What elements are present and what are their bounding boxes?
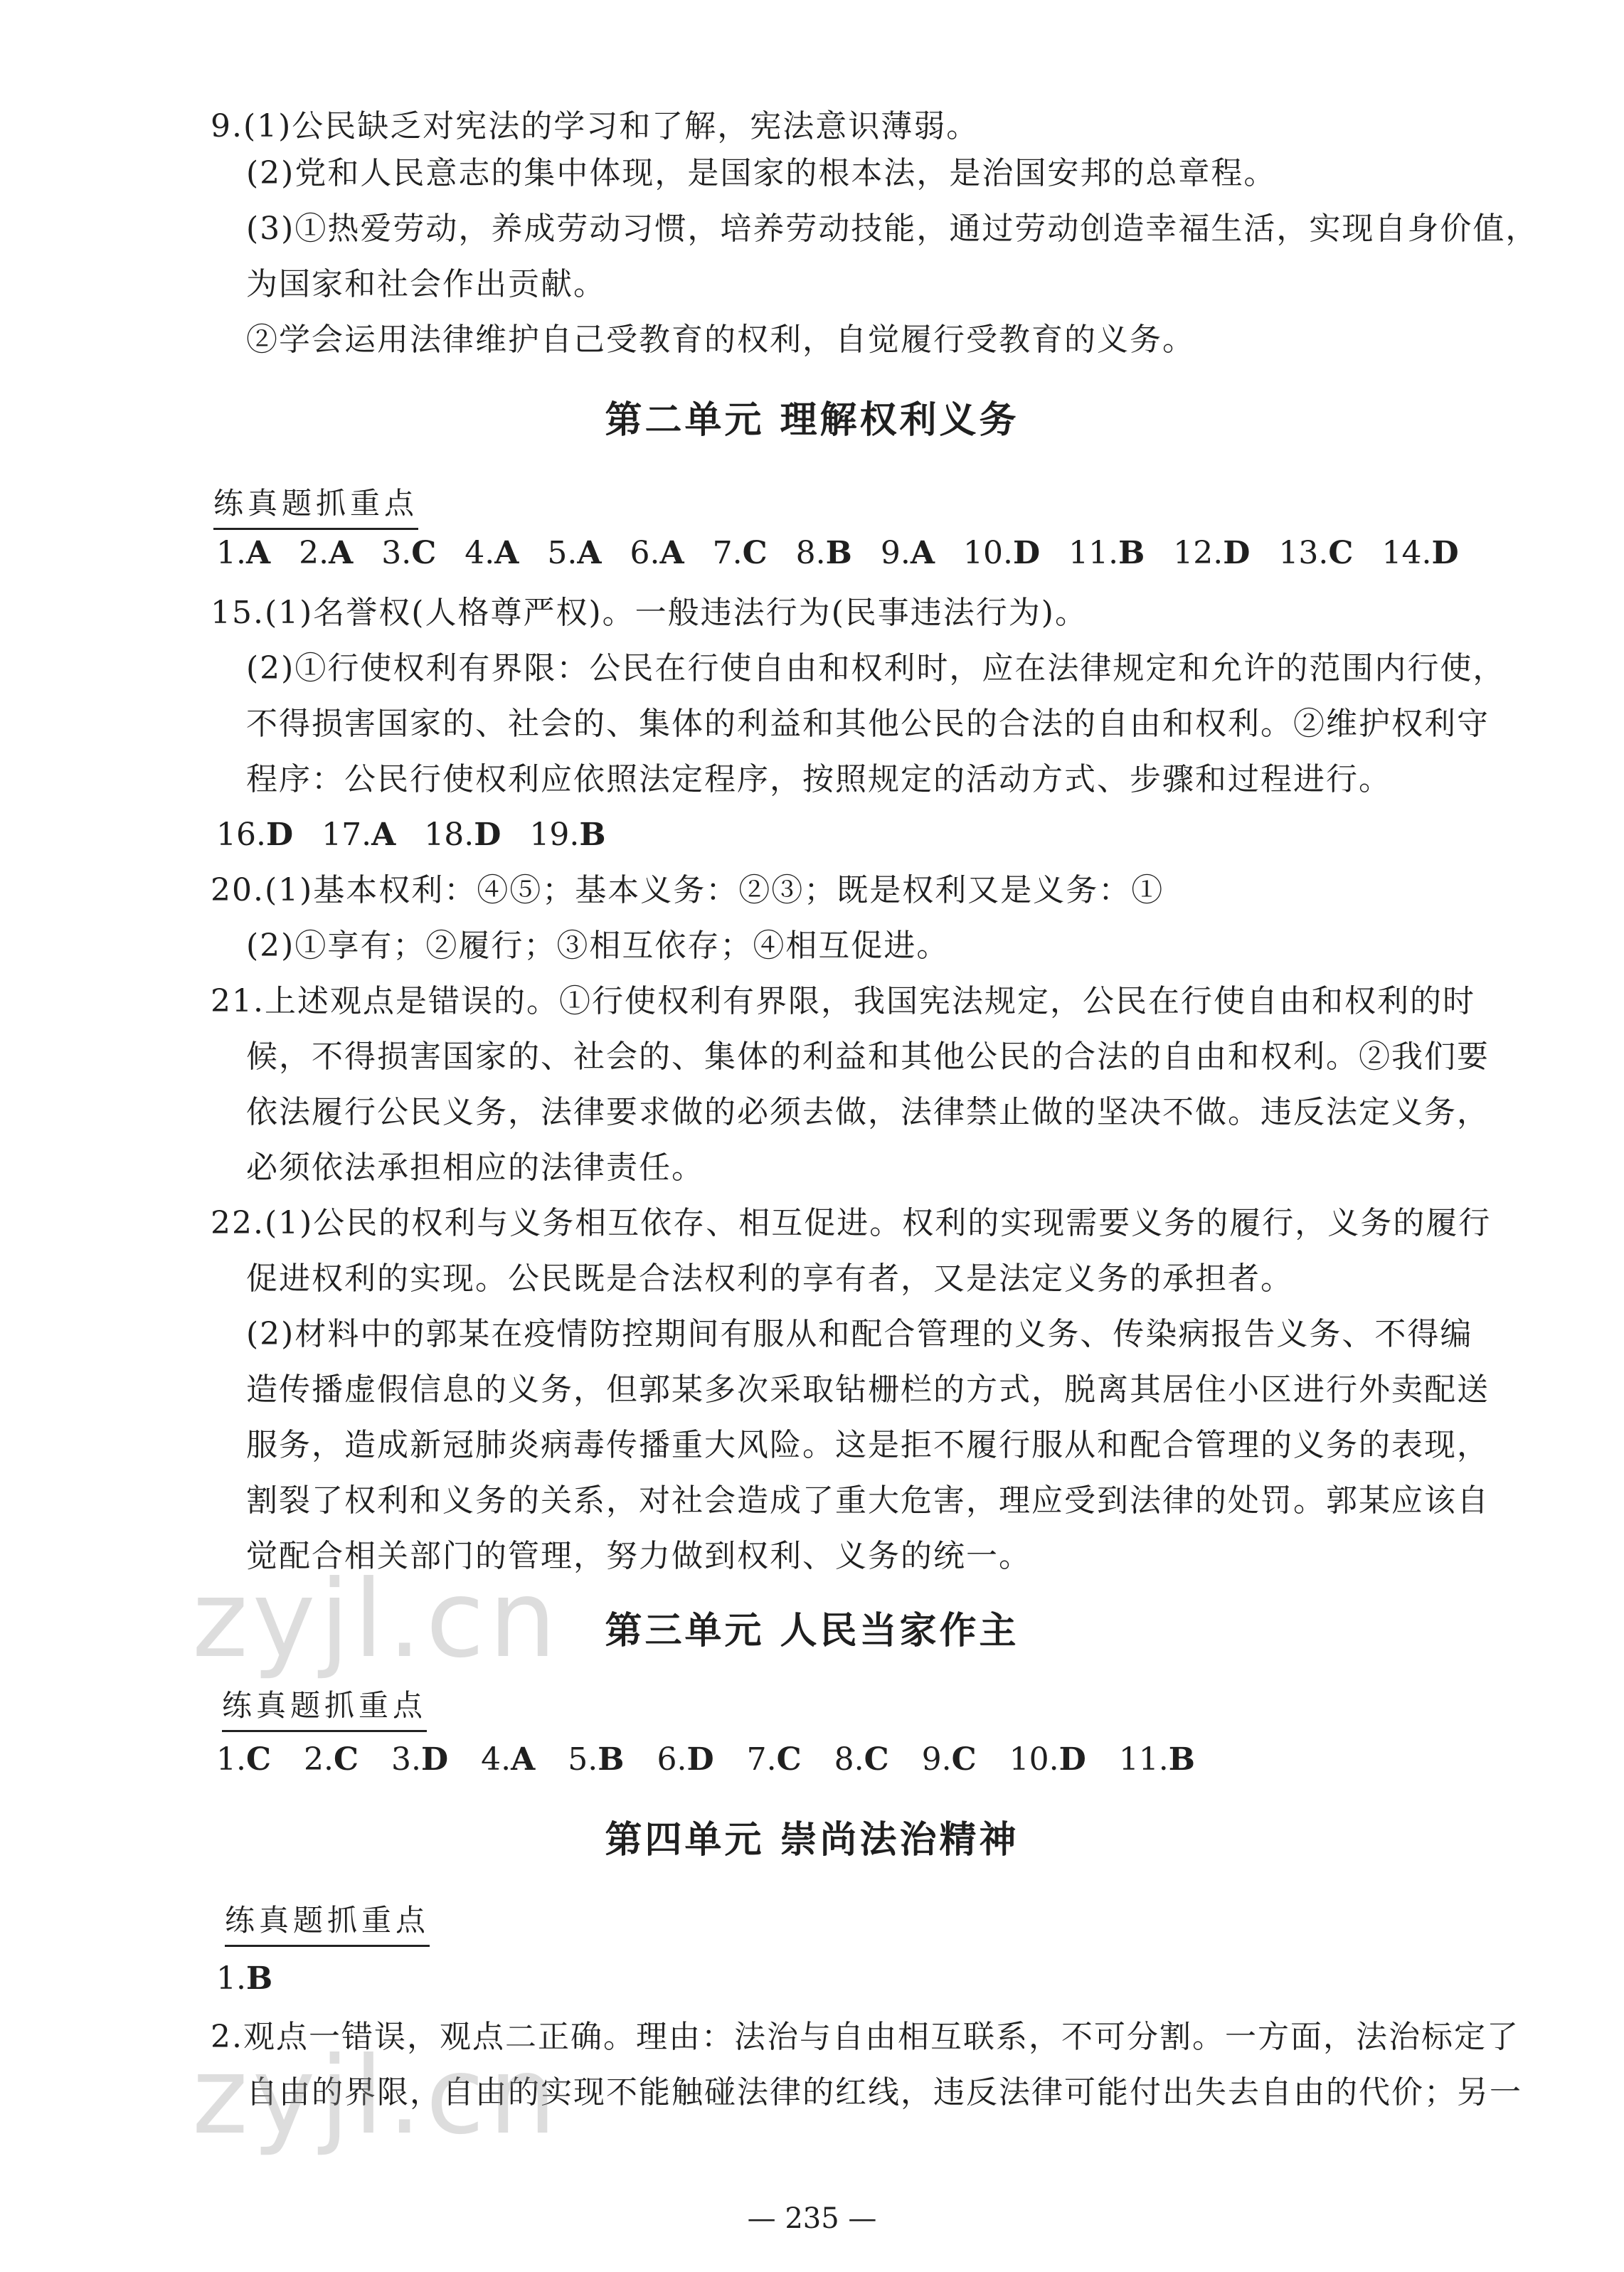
unit2-subheading: 练真题抓重点	[213, 484, 418, 530]
answer-item	[381, 532, 436, 575]
answer-letter: C	[411, 535, 437, 571]
answer-number: 1.	[216, 535, 246, 571]
answer-item	[322, 814, 396, 856]
q22-part2-line5: 觉配合相关部门的管理，努力做到权利、义务的统一。	[246, 1538, 1031, 1574]
answer-item	[1278, 532, 1353, 575]
q21-line3: 依法履行公民义务，法律要求做的必须去做，法律禁止做的坚决不做。违反法定义务，	[246, 1094, 1490, 1130]
answer-item	[713, 532, 768, 575]
answer-item	[963, 532, 1040, 575]
answer-number: 3.	[381, 535, 412, 571]
answer-item	[216, 532, 270, 575]
answer-letter: A	[910, 535, 935, 571]
answer-item	[1119, 1738, 1195, 1781]
answer-letter: B	[245, 1960, 273, 1997]
answer-letter: D	[1012, 535, 1041, 571]
answer-letter: D	[686, 1741, 714, 1778]
answer-number: 19.	[529, 817, 580, 853]
answer-letter: C	[742, 535, 768, 571]
answer-letter: D	[474, 817, 501, 853]
unit3-subheading: 练真题抓重点	[222, 1686, 427, 1732]
answer-number: 5.	[568, 1741, 598, 1778]
q9-part3-line3: ②学会运用法律维护自己受教育的权利，自觉履行受教育的义务。	[246, 322, 1195, 358]
q22-part1-line2: 促进权利的实现。公民既是合法权利的享有者，又是法定义务的承担者。	[246, 1260, 1293, 1297]
answer-letter: D	[421, 1741, 449, 1778]
unit2-answers-16-19	[216, 814, 635, 856]
answer-letter: B	[1168, 1741, 1195, 1778]
q21-line2: 候，不得损害国家的、社会的、集体的利益和其他公民的合法的自由和权利。②我们要	[246, 1039, 1490, 1075]
answer-number: 16.	[216, 817, 266, 853]
q22-part2-line4: 割裂了权利和义务的关系，对社会造成了重大危害，理应受到法律的处罚。郭某应该自	[246, 1482, 1490, 1519]
q9-part2: (2)党和人民意志的集中体现，是国家的根本法，是治国安邦的总章程。	[246, 155, 1277, 191]
answer-number: 17.	[322, 817, 372, 853]
answer-number: 8.	[795, 535, 826, 571]
answer-number: 11.	[1068, 535, 1119, 571]
q20-part2: (2)①享有；②履行；③相互依存；④相互促进。	[246, 928, 950, 964]
q21-line4: 必须依法承担相应的法律责任。	[246, 1150, 704, 1186]
q15-part2-line1: (2)①行使权利有界限：公民在行使自由和权利时，应在法律规定和允许的范围内行使，	[246, 650, 1506, 686]
answer-item	[881, 532, 935, 575]
answer-letter: A	[659, 535, 684, 571]
answer-item	[299, 532, 353, 575]
answer-number: 1.	[216, 1741, 246, 1778]
q15-part2-line2: 不得损害国家的、社会的、集体的利益和其他公民的合法的自由和权利。②维护权利守	[246, 706, 1490, 742]
q2-line2: 自由的界限，自由的实现不能触碰法律的红线，违反法律可能付出失去自由的代价；另一	[246, 2074, 1522, 2111]
answer-number: 7.	[746, 1741, 777, 1778]
q22-part2-line2: 造传播虚假信息的义务，但郭某多次采取钻栅栏的方式，脱离其居住小区进行外卖配送	[246, 1371, 1490, 1408]
q2-line1: 2.观点一错误，观点二正确。理由：法治与自由相互联系，不可分割。一方面，法治标定了	[211, 2019, 1519, 2055]
q22-part2-line3: 服务，造成新冠肺炎病毒传播重大风险。这是拒不履行服从和配合管理的义务的表现，	[246, 1427, 1490, 1463]
answer-number: 12.	[1173, 535, 1224, 571]
answer-letter: A	[511, 1741, 536, 1778]
answer-letter: C	[864, 1741, 889, 1778]
answer-letter: A	[577, 535, 602, 571]
watermark-logo: zyjl.cn	[192, 2034, 561, 2158]
answer-number: 8.	[834, 1741, 864, 1778]
answer-item	[216, 1738, 271, 1781]
q9-part3-line2: 为国家和社会作出贡献。	[246, 266, 606, 302]
answer-item	[1381, 532, 1458, 575]
answer-number: 10.	[962, 535, 1013, 571]
answer-letter: D	[1058, 1741, 1086, 1778]
answer-item	[568, 1738, 624, 1781]
answer-item	[922, 1738, 977, 1781]
q9-part1: 9.(1)公民缺乏对宪法的学习和了解，宪法意识薄弱。	[211, 108, 980, 144]
watermark-logo: zyjl.cn	[192, 1558, 561, 1682]
answer-item	[1009, 1738, 1086, 1781]
answer-letter: A	[371, 817, 396, 853]
answer-number: 9.	[921, 1741, 952, 1778]
answer-letter: B	[1118, 535, 1145, 571]
answer-item	[657, 1738, 713, 1781]
answer-number: 18.	[424, 817, 474, 853]
unit4-answers	[216, 1958, 301, 2000]
answer-number: 5.	[547, 535, 578, 571]
q22-part2-line1: (2)材料中的郭某在疫情防控期间有服从和配合管理的义务、传染病报告义务、不得编	[246, 1316, 1473, 1352]
answer-letter: D	[1431, 535, 1459, 571]
answer-item	[216, 814, 293, 856]
answer-item	[1173, 532, 1250, 575]
answer-number: 2.	[299, 535, 329, 571]
answer-item	[796, 532, 852, 575]
unit2-title: 第二单元 理解权利义务	[605, 399, 1019, 442]
page-number: — 235 —	[747, 2202, 877, 2235]
answer-number: 7.	[712, 535, 743, 571]
unit4-title: 第四单元 崇尚法治精神	[605, 1819, 1019, 1862]
answer-letter: A	[494, 535, 519, 571]
answer-letter: C	[776, 1741, 802, 1778]
answer-number: 3.	[391, 1741, 422, 1778]
q20-part1: 20.(1)基本权利：④⑤；基本义务：②③；既是权利又是义务：①	[211, 872, 1164, 908]
answer-number: 6.	[657, 1741, 687, 1778]
answer-item	[547, 532, 601, 575]
answer-letter: A	[245, 535, 271, 571]
answer-number: 14.	[1381, 535, 1432, 571]
answer-item	[834, 1738, 889, 1781]
answer-letter: D	[265, 817, 294, 853]
answer-letter: C	[334, 1741, 359, 1778]
unit3-title: 第三单元 人民当家作主	[605, 1610, 1019, 1652]
answer-item	[465, 532, 519, 575]
answer-number: 4.	[465, 535, 495, 571]
answer-item	[304, 1738, 359, 1781]
answer-item	[391, 1738, 448, 1781]
q21-line1: 21.上述观点是错误的。①行使权利有界限，我国宪法规定，公民在行使自由和权利的时	[211, 983, 1475, 1019]
q22-part1-line1: 22.(1)公民的权利与义务相互依存、相互促进。权利的实现需要义务的履行，义务的履行	[211, 1205, 1492, 1241]
answer-number: 6.	[630, 535, 660, 571]
answer-number: 11.	[1118, 1741, 1169, 1778]
answer-letter: A	[329, 535, 354, 571]
answer-number: 1.	[216, 1960, 246, 1997]
answer-item	[424, 814, 501, 856]
answer-letter: C	[951, 1741, 977, 1778]
answer-number: 9.	[880, 535, 911, 571]
answer-number: 13.	[1278, 535, 1329, 571]
answer-letter: C	[1328, 535, 1354, 571]
unit2-answers-1-14	[216, 532, 1487, 575]
q15-part1: 15.(1)名誉权(人格尊严权)。一般违法行为(民事违法行为)。	[211, 595, 1088, 631]
answer-letter: B	[579, 817, 606, 853]
answer-item	[747, 1738, 802, 1781]
answer-item	[529, 814, 605, 856]
answer-number: 10.	[1009, 1741, 1059, 1778]
unit4-subheading: 练真题抓重点	[225, 1901, 430, 1947]
unit3-answers	[216, 1738, 1228, 1781]
answer-letter: B	[825, 535, 852, 571]
answer-letter: C	[245, 1741, 272, 1778]
answer-item	[1068, 532, 1145, 575]
answer-number: 2.	[304, 1741, 334, 1778]
answer-item	[481, 1738, 535, 1781]
answer-letter: B	[598, 1741, 625, 1778]
q9-part3-line1: (3)①热爱劳动，养成劳动习惯，培养劳动技能，通过劳动创造幸福生活，实现自身价值，	[246, 211, 1539, 247]
answer-item	[216, 1958, 272, 2000]
answer-number: 4.	[481, 1741, 511, 1778]
q15-part2-line3: 程序：公民行使权利应依照法定程序，按照规定的活动方式、步骤和过程进行。	[246, 761, 1391, 797]
answer-item	[630, 532, 684, 575]
answer-letter: D	[1223, 535, 1251, 571]
